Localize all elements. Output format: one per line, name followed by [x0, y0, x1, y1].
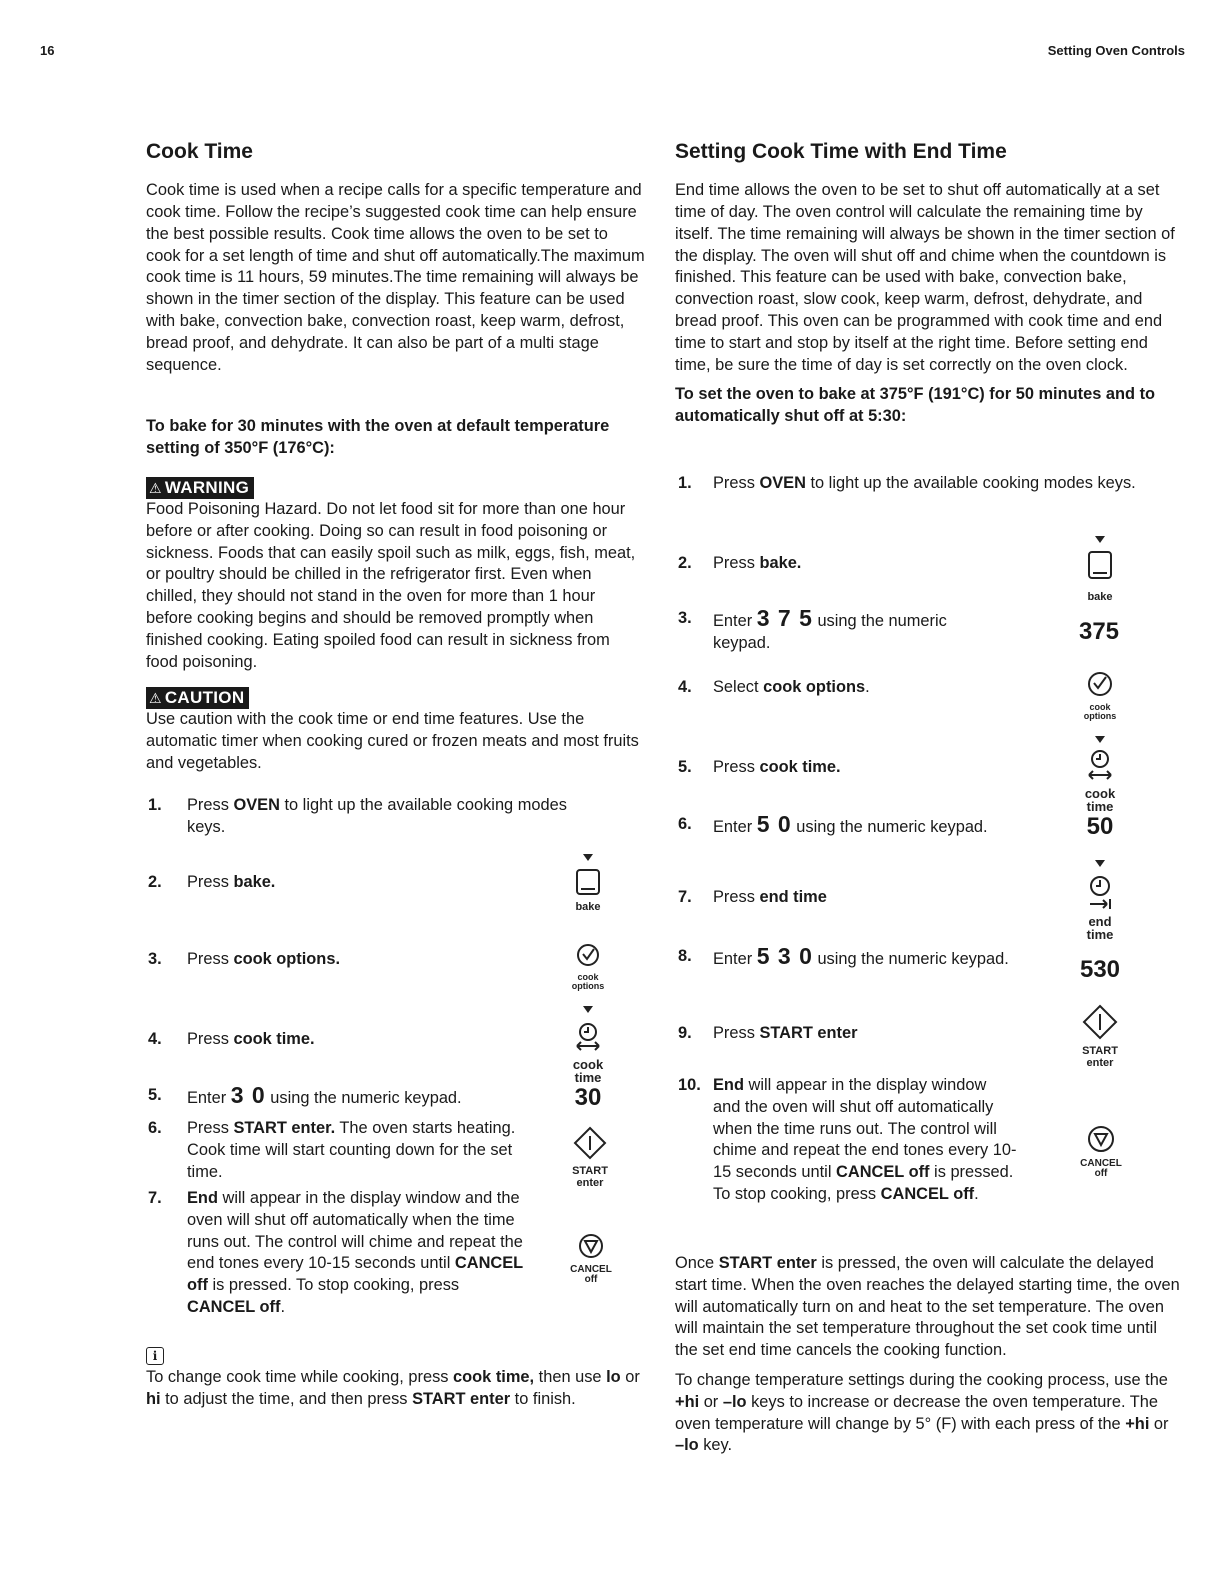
cook-time-label-2: time [574, 1070, 602, 1085]
cancel-key-label: CANCEL [1080, 1158, 1122, 1169]
display-30: 30 [574, 1084, 602, 1111]
temperature-change-paragraph: To change temperature settings during the cooking process, use the +hi or –lo keys to increase or decrease the oven temperature. The oven temperature will change by 5° (F) with each press of the +hi or –lo key. [675, 1370, 1169, 1455]
cook-time-key-icon [566, 1021, 610, 1084]
arrow-down-icon [583, 1006, 593, 1013]
right-bottom-text [675, 1253, 1180, 1457]
bake-30-subhead: To bake for 30 minutes with the oven at default temperature setting of 350°F (176°C): [146, 417, 610, 458]
bake-key-icon [568, 868, 608, 913]
off-key-label: off [584, 1274, 598, 1285]
cook-time-label-1: cook [1084, 786, 1116, 801]
arrow-down-icon [1095, 736, 1105, 743]
cook-options-key-icon [568, 942, 608, 991]
cancel-key-label: CANCEL [570, 1264, 612, 1275]
arrow-down-icon [1095, 860, 1105, 867]
enter-key-label: enter [1086, 1057, 1114, 1069]
delayed-start-paragraph: Once START enter is pressed, the oven will calculate the delayed start time. When the oven reaches the delayed starting time, the oven will automatically turn on and heat to the set temperature. The oven will maintain the set temperature throughout the set cook time until the set end time cancels the cooking function. [675, 1254, 1180, 1360]
running-header: Setting Oven Controls [1047, 43, 1185, 58]
cook-options-label-2: options [571, 981, 605, 991]
cook-options-key-icon [1078, 670, 1122, 721]
cancel-off-key-icon [1075, 1124, 1127, 1179]
cook-options-label-1: cook [577, 972, 599, 982]
warning-label: WARNING [164, 477, 250, 497]
info-note [146, 1347, 646, 1411]
start-enter-key-icon [1076, 1004, 1124, 1069]
cook-options-label-2: options [1083, 711, 1117, 721]
end-time-label-1: end [1088, 914, 1112, 929]
page-number: 16 [40, 43, 55, 58]
left-column [146, 139, 646, 775]
end-time-key-icon [1078, 874, 1122, 941]
arrow-down-icon [1095, 536, 1105, 543]
warning-badge [146, 477, 254, 499]
end-time-intro: End time allows the oven to be set to shut off automatically at a set time of day. The oven control will calculate the remaining time by itself. The time remaining will always be shown in the timer section of the display. The oven will shut off and chime when the countdown is finished. This feature can be used with bake, convection bake, convection roast, slow cook, keep warm, defrost, dehydrate, and bread proof. This oven can be programmed with cook time and end time to start and stop by itself at the right time. Before setting end time, be sure the time of day is set correctly on the oven clock. [675, 181, 1175, 374]
cook-time-heading: Cook Time [146, 140, 253, 163]
caution-triangle-icon: ⚠ [149, 690, 162, 707]
cook-time-intro: Cook time is used when a recipe calls for a specific temperature and cook time. Follow the recipe’s suggested cook time can help ensure the best possible results. Cook time allows the oven to be set to cook for a set length of time and shut off automatically.The maximum cook time is 11 hours, 59 minutes.The time remaining will always be shown in the timer section of the display. This feature can be used with bake, convection bake, convection roast, keep warm, defrost, bread proof, and dehydrate. It can also be part of a multi stage sequence. [146, 181, 645, 374]
arrow-down-icon [583, 854, 593, 861]
cancel-off-key-icon [566, 1232, 616, 1285]
bake-key-label: bake [1087, 591, 1113, 603]
caution-text: Use caution with the cook time or end time features. Use the automatic timer when cooking cured or frozen meats and most fruits and vegetables. [146, 710, 639, 772]
cook-time-key-icon [1078, 748, 1122, 813]
off-key-label: off [1094, 1168, 1108, 1179]
right-column [675, 139, 1180, 428]
info-icon: i [146, 1347, 164, 1365]
display-50: 50 [1086, 813, 1114, 840]
display-375: 375 [1078, 618, 1120, 645]
caution-label: CAUTION [164, 688, 245, 708]
cook-time-label-2: time [1086, 799, 1114, 814]
end-time-label-2: time [1086, 927, 1114, 942]
warning-triangle-icon: ⚠ [149, 479, 162, 496]
cook-time-label-1: cook [572, 1057, 604, 1072]
bake-key-label: bake [575, 901, 601, 913]
caution-badge [146, 687, 249, 709]
start-key-label: START [1082, 1045, 1118, 1057]
start-enter-key-icon [566, 1126, 614, 1189]
cook-options-label-1: cook [1089, 702, 1111, 712]
bake-key-icon [1080, 550, 1120, 603]
bake-375-subhead: To set the oven to bake at 375°F (191°C) for 50 minutes and to automatically shut off at 5:30: [675, 385, 1156, 426]
warning-text: Food Poisoning Hazard. Do not let food sit for more than one hour before or after cooking. Doing so can result in food poisoning or sickness. Foods that can easily spoil such as milk, eggs, fish, meat, or poultry should be chilled in the refrigerator first. Even when chilled, they should not stand in the oven for more than 1 hour before cooking begins and should be removed promptly when finished cooking. Eating spoiled food can result in sickness from food poisoning. [146, 499, 636, 671]
start-key-label: START [572, 1165, 608, 1177]
info-note-text: To change cook time while cooking, press cook time, then use lo or hi to adjust the time, and then press START enter to finish. [146, 1368, 640, 1408]
enter-key-label: enter [576, 1177, 604, 1189]
display-530: 530 [1079, 956, 1121, 983]
end-time-heading: Setting Cook Time with End Time [675, 140, 1007, 163]
